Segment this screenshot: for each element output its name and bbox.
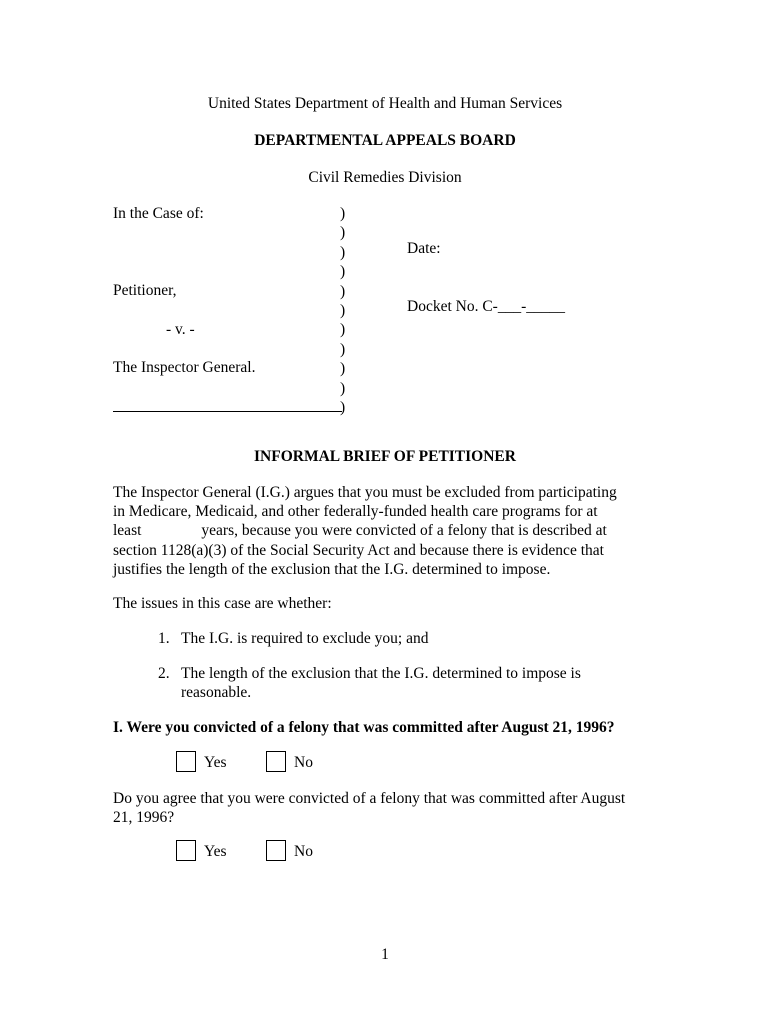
caption-paren: ) bbox=[340, 243, 346, 261]
caption-paren: ) bbox=[340, 360, 346, 378]
petitioner-label: Petitioner, bbox=[113, 282, 177, 299]
intro-line-least: least bbox=[113, 522, 142, 540]
intro-line: justifies the length of the exclusion that the I.G. determined to impose. bbox=[113, 560, 551, 578]
q1-no-checkbox[interactable] bbox=[266, 751, 286, 772]
caption-paren: ) bbox=[340, 321, 346, 339]
intro-line: in Medicare, Medicaid, and other federally-funded health care programs for at bbox=[113, 503, 598, 521]
issue-text: The I.G. is required to exclude you; and bbox=[181, 630, 429, 647]
q2-no-checkbox[interactable] bbox=[266, 840, 286, 861]
section-one-heading: I. Were you convicted of a felony that was committed after August 21, 1996? bbox=[113, 719, 615, 736]
q2-no-label: No bbox=[294, 843, 313, 860]
q1-yes-label: Yes bbox=[204, 754, 227, 771]
caption-paren: ) bbox=[340, 282, 346, 300]
versus-label: - v. - bbox=[166, 321, 195, 338]
docket-number-label: Docket No. C-___-_____ bbox=[407, 298, 565, 315]
date-label: Date: bbox=[407, 240, 441, 257]
intro-paragraph bbox=[113, 483, 658, 579]
caption-paren: ) bbox=[340, 205, 346, 222]
respondent-label: The Inspector General. bbox=[113, 359, 256, 376]
case-name-line bbox=[113, 411, 342, 412]
q2-yes-checkbox[interactable] bbox=[176, 840, 196, 861]
in-the-case-of-label: In the Case of: bbox=[113, 205, 204, 222]
issue-number: 2. bbox=[158, 665, 170, 682]
caption-paren: ) bbox=[340, 399, 346, 416]
caption-paren: ) bbox=[340, 224, 346, 242]
intro-line bbox=[113, 521, 658, 540]
caption-paren: ) bbox=[340, 302, 346, 319]
page-number: 1 bbox=[381, 946, 389, 963]
issues-intro: The issues in this case are whether: bbox=[113, 595, 332, 612]
board-name: DEPARTMENTAL APPEALS BOARD bbox=[254, 132, 516, 149]
intro-line: The Inspector General (I.G.) argues that you must be excluded from participating bbox=[113, 484, 617, 501]
caption-paren: ) bbox=[340, 340, 346, 358]
caption-paren: ) bbox=[340, 379, 346, 397]
q1-yes-checkbox[interactable] bbox=[176, 751, 196, 772]
intro-line-years: years, because you were convicted of a felony that is described at bbox=[201, 522, 607, 540]
agency-name: United States Department of Health and Human Services bbox=[207, 95, 563, 112]
issue-number: 1. bbox=[158, 630, 170, 647]
question-text-continued: 21, 1996? bbox=[113, 809, 175, 826]
intro-line: section 1128(a)(3) of the Social Security Act and because there is evidence that bbox=[113, 541, 604, 559]
issue-text-continued: reasonable. bbox=[181, 684, 252, 701]
issue-text: The length of the exclusion that the I.G. determined to impose is bbox=[181, 665, 581, 682]
q2-yes-label: Yes bbox=[204, 843, 227, 860]
brief-title: INFORMAL BRIEF OF PETITIONER bbox=[254, 448, 516, 465]
question-text: Do you agree that you were convicted of a felony that was committed after August bbox=[113, 790, 626, 807]
caption-paren: ) bbox=[340, 263, 346, 281]
q1-no-label: No bbox=[294, 754, 313, 771]
division-name: Civil Remedies Division bbox=[308, 169, 462, 186]
